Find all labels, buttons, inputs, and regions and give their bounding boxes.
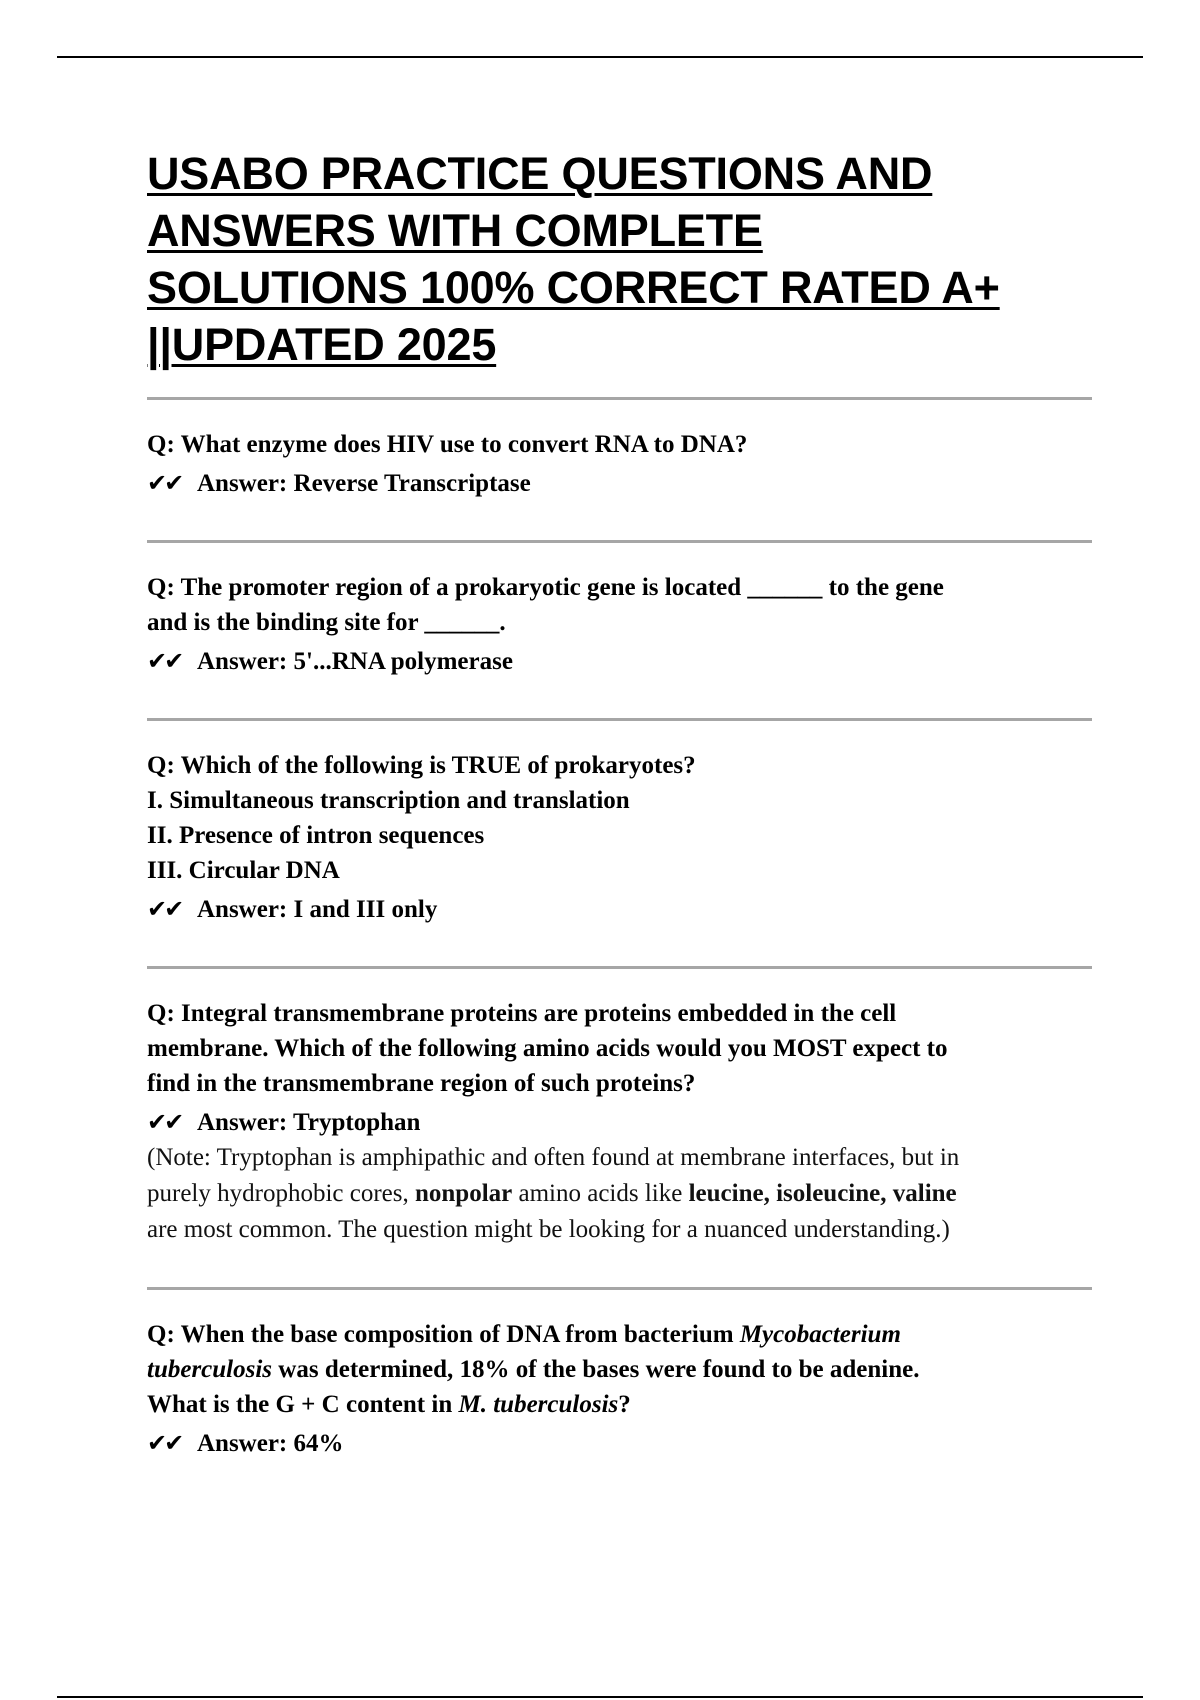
title-line: SOLUTIONS 100% CORRECT RATED A+ <box>147 262 1000 313</box>
species-name: M. tuberculosis <box>458 1391 619 1418</box>
title-line: USABO PRACTICE QUESTIONS AND <box>147 148 933 199</box>
title-line: ANSWERS WITH COMPLETE <box>147 205 763 256</box>
double-check-icon: ✔✔ <box>147 469 182 497</box>
answer-text: Answer: Tryptophan <box>197 1109 421 1136</box>
document-body <box>147 145 1092 1500</box>
qa-item-4 <box>147 969 1092 1287</box>
document-title <box>147 145 1092 373</box>
question-fragment: was determined, 18% of the bases were found to be adenine. <box>272 1356 920 1383</box>
question-text: and is the binding site for ______. <box>147 609 506 636</box>
double-check-icon: ✔✔ <box>147 1429 182 1457</box>
answer-text: Answer: 64% <box>197 1430 344 1457</box>
answer-row <box>147 892 1092 927</box>
answer-note <box>147 1140 1092 1248</box>
question-text: membrane. Which of the following amino acids would you MOST expect to <box>147 1035 948 1062</box>
double-check-icon: ✔✔ <box>147 647 182 675</box>
answer-text: Answer: I and III only <box>197 896 438 923</box>
species-name: Mycobacterium <box>739 1321 901 1348</box>
question-text: Q: Integral transmembrane proteins are proteins embedded in the cell <box>147 1000 897 1027</box>
note-emphasis: nonpolar <box>414 1180 513 1207</box>
question-text: Q: The promoter region of a prokaryotic gene is located ______ to the gene <box>147 574 944 601</box>
double-check-icon: ✔✔ <box>147 895 182 923</box>
question-fragment: What is the G + C content in <box>147 1391 459 1418</box>
note-text: purely hydrophobic cores, <box>147 1180 415 1207</box>
option-text: I. Simultaneous transcription and translation <box>147 787 630 814</box>
note-line <box>147 1176 1092 1212</box>
answer-row <box>147 466 1092 501</box>
question-text <box>147 1317 1092 1352</box>
answer-text: Answer: Reverse Transcriptase <box>197 470 531 497</box>
title-line: ||UPDATED 2025 <box>147 319 497 370</box>
qa-item-5 <box>147 1290 1092 1500</box>
option-text: II. Presence of intron sequences <box>147 822 485 849</box>
answer-row <box>147 644 1092 679</box>
note-text: amino acids like <box>512 1180 689 1207</box>
note-emphasis: leucine, isoleucine, valine <box>688 1180 957 1207</box>
question-text <box>147 1352 1092 1387</box>
answer-row <box>147 1105 1092 1140</box>
answer-row <box>147 1426 1092 1461</box>
page-bottom-rule <box>57 1696 1143 1698</box>
double-check-icon: ✔✔ <box>147 1108 182 1136</box>
option-text: III. Circular DNA <box>147 857 340 884</box>
question-fragment: ? <box>618 1391 631 1418</box>
qa-item-1 <box>147 400 1092 540</box>
qa-item-3 <box>147 721 1092 966</box>
question-text <box>147 1387 1092 1422</box>
note-line: are most common. The question might be looking for a nuanced understanding.) <box>147 1216 950 1243</box>
question-text: find in the transmembrane region of such proteins? <box>147 1070 696 1097</box>
qa-item-2 <box>147 543 1092 718</box>
species-name: tuberculosis <box>147 1356 273 1383</box>
page-top-rule <box>57 56 1143 58</box>
question-text: Q: Which of the following is TRUE of prokaryotes? <box>147 752 696 779</box>
question-text: Q: What enzyme does HIV use to convert RNA to DNA? <box>147 431 748 458</box>
note-line: (Note: Tryptophan is amphipathic and often found at membrane interfaces, but in <box>147 1144 960 1171</box>
answer-text: Answer: 5'...RNA polymerase <box>197 648 513 675</box>
question-fragment: Q: When the base composition of DNA from bacterium <box>147 1321 740 1348</box>
